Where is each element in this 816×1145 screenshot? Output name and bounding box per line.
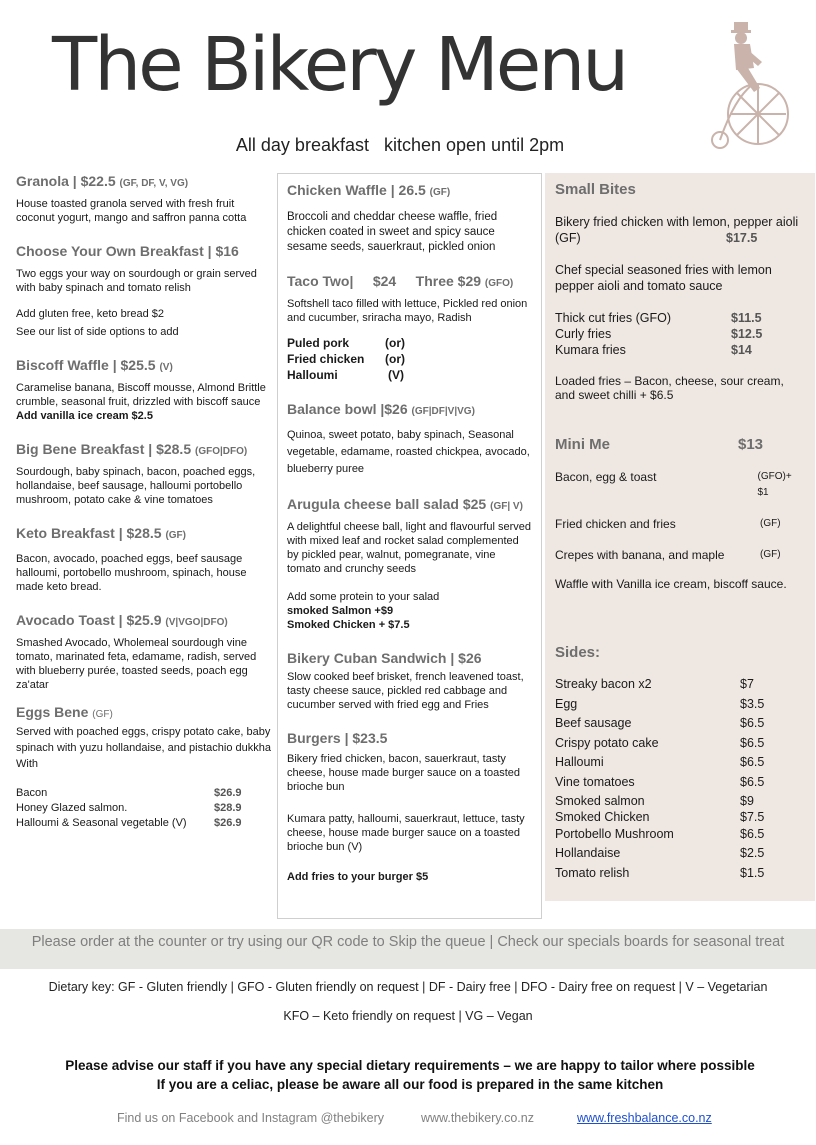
side-row: Egg $3.5 — [555, 696, 765, 711]
small-bite-loaded-fries: Loaded fries – Bacon, cheese, sour cream, and sweet chilli + $6.5 — [555, 374, 784, 402]
side-row: Portobello Mushroom $6.5 — [555, 826, 765, 841]
fries-row: Kumara fries $14 — [555, 343, 752, 357]
side-row: Crispy potato cake $6.5 — [555, 735, 765, 750]
side-row: Hollandaise $2.5 — [555, 846, 765, 861]
menu-item-balance-bowl — [287, 401, 532, 478]
mini-me-item: Waffle with Vanilla ice cream, biscoff sauce. — [555, 577, 787, 591]
item-title: Big Bene Breakfast | $28.5 — [16, 441, 192, 457]
menu-item-burgers — [287, 730, 532, 884]
small-bite-chef-fries: Chef special seasoned fries with lemon pepper aioli and tomato sauce — [555, 263, 772, 293]
dietary-tag: (GFO|DFO) — [195, 446, 248, 457]
protein-option: Smoked Chicken + $7.5 — [287, 619, 410, 631]
dietary-advice — [0, 1056, 816, 1094]
taco-fillings — [287, 335, 532, 383]
menu-column-middle — [277, 173, 542, 919]
menu-column-left — [16, 173, 274, 849]
menu-column-right — [545, 173, 815, 901]
mini-me-price: $13 — [738, 436, 764, 453]
item-title: Eggs Bene — [16, 704, 89, 720]
advice-line: If you are a celiac, please be aware all our food is prepared in the same kitchen — [156, 1077, 664, 1092]
item-description: Served with poached eggs, crispy potato cake, baby spinach with yuzu hollandaise, and pistachio dukkha With — [16, 726, 271, 770]
item-description: Smashed Avocado, Wholemeal sourdough vine tomato, marinated feta, edamame, radish, served with blueberry purée, toasted seeds, poach egg za'atar — [16, 637, 257, 691]
option-name: Bacon — [16, 787, 48, 799]
side-row: Smoked salmon $9 — [555, 793, 754, 808]
dietary-tag: (GF| V) — [490, 501, 523, 512]
fries-list — [555, 310, 805, 358]
mini-me-item: Crepes with banana, and maple (GF) — [555, 548, 781, 562]
dietary-tag: (GF) — [92, 709, 113, 720]
item-title: Granola | $22.5 — [16, 173, 116, 189]
dietary-key-continued: KFO – Keto friendly on request | VG – Vegan — [283, 1009, 533, 1023]
item-title: Burgers | $23.5 — [287, 730, 388, 746]
menu-item-avocado-toast — [16, 612, 274, 692]
item-title: Balance bowl |$26 — [287, 401, 408, 417]
dietary-tag: (GF, DF, V, VG) — [119, 178, 189, 189]
protein-option: smoked Salmon +$9 — [287, 605, 394, 617]
item-title: Arugula cheese ball salad $25 — [287, 496, 487, 512]
side-row: Tomato relish $1.5 — [555, 865, 765, 880]
dietary-tag: (GF) — [429, 187, 451, 198]
item-title: Bikery Cuban Sandwich | $26 — [287, 650, 482, 666]
sides-list — [555, 675, 805, 883]
dietary-tag: (V|VGO|DFO) — [165, 617, 228, 628]
advice-line: Please advise our staff if you have any special dietary requirements – we are happy to tailor where possible — [65, 1058, 755, 1073]
small-bite-fried-chicken — [555, 214, 805, 246]
item-description: Caramelise banana, Biscoff mousse, Almond Brittle crumble, seasonal fruit, drizzled with biscoff sauce — [16, 382, 266, 408]
item-note: See our list of side options to add — [16, 326, 179, 338]
subtitle: All day breakfast kitchen open until 2pm — [235, 135, 565, 155]
dietary-tag: (V) — [159, 362, 173, 373]
option-name: Honey Glazed salmon. — [16, 802, 128, 814]
item-extra: Add fries to your burger $5 — [287, 871, 429, 883]
page-title: The Bikery Menu — [52, 22, 627, 108]
item-description: House toasted granola served with fresh fruit coconut yogurt, mango and saffron panna cotta — [16, 198, 247, 224]
item-note: Add gluten free, keto bread $2 — [16, 308, 164, 320]
mini-me-header — [555, 436, 805, 453]
menu-item-cuban-sandwich — [287, 650, 532, 712]
item-description: Two eggs your way on sourdough or grain served with baby spinach and tomato relish — [16, 268, 257, 294]
side-row: Halloumi $6.5 — [555, 755, 765, 770]
menu-item-eggs-bene — [16, 704, 274, 831]
item-description: Sourdough, baby spinach, bacon, poached eggs, hollandaise, beef sausage, halloumi portobello mushroom, potato cake & vine tomatoes — [16, 466, 256, 506]
item-description: Bikery fried chicken, bacon, sauerkraut, tasty cheese, house made burger sauce on a toasted brioche bun — [287, 753, 520, 793]
option-row — [16, 801, 274, 816]
item-title: Taco Two| $24 Three $29 — [287, 273, 482, 289]
item-description: Softshell taco filled with lettuce, Pickled red onion and cucumber, sriracha mayo, Radish — [287, 298, 528, 324]
footer-link[interactable]: www.freshbalance.co.nz — [576, 1111, 712, 1125]
sides-title: Sides: — [555, 644, 601, 661]
side-row: Smoked Chicken $7.5 — [555, 809, 765, 824]
option-name: Halloumi & Seasonal vegetable (V) — [16, 817, 187, 829]
side-row: Streaky bacon x2 $7 — [555, 677, 754, 691]
item-title: Choose Your Own Breakfast | $16 — [16, 243, 239, 259]
item-description: Quinoa, sweet potato, baby spinach, Seasonal vegetable, edamame, roasted chickpea, avocado, blueberry puree — [287, 429, 530, 475]
option-price: $26.9 — [214, 787, 242, 799]
menu-item-keto-breakfast — [16, 525, 274, 594]
footer-social: Find us on Facebook and Instagram @thebikery — [117, 1111, 384, 1125]
item-description: Broccoli and cheddar cheese waffle, fried chicken coated in sweet and spicy sauce sesame seeds, sauerkraut, pickled onion — [287, 211, 498, 253]
footer — [117, 1111, 712, 1125]
item-price: $17.5 — [726, 231, 758, 245]
option-price: $26.9 — [214, 817, 242, 829]
eggs-bene-options — [16, 786, 274, 831]
filling-row: Halloumi (V) — [287, 368, 404, 382]
fries-row: Curly fries $12.5 — [555, 327, 763, 341]
item-description: Bacon, avocado, poached eggs, beef sausage halloumi, portobello mushroom, spinach, house made keto bread. — [16, 553, 247, 593]
mini-me-title: Mini Me — [555, 436, 610, 453]
menu-item-taco — [287, 273, 532, 383]
menu-item-choose-breakfast — [16, 243, 274, 339]
order-banner: Please order at the counter or try using our QR code to Skip the queue | Check our specials boards for seasonal treat — [0, 929, 816, 969]
option-row — [16, 786, 274, 801]
item-description: Kumara patty, halloumi, sauerkraut, lettuce, tasty cheese, house made burger sauce on a toasted brioche bun (V) — [287, 813, 525, 853]
option-price: $28.9 — [214, 802, 242, 814]
mini-me-item: Bacon, egg & toast (GFO)+ $1 — [555, 470, 792, 498]
menu-item-big-bene — [16, 441, 274, 507]
dietary-tag: (GFO) — [484, 278, 514, 289]
option-row — [16, 816, 274, 831]
side-row: Vine tomatoes $6.5 — [555, 774, 765, 789]
item-title: Biscoff Waffle | $25.5 — [16, 357, 156, 373]
dietary-key: Dietary key: GF - Gluten friendly | GFO - Gluten friendly on request | DF - Dairy free | DFO - Dairy free on request | V – Vegetarian — [48, 980, 768, 994]
item-description: A delightful cheese ball, light and flavourful served with mixed leaf and rocket salad complemented by pickled pear, walnut, pomegranate, vine tomato and crunchy seeds — [287, 521, 531, 575]
mini-me-list — [555, 469, 805, 592]
dietary-tag: (GF|DF|V|VG) — [411, 406, 475, 417]
item-description: Slow cooked beef brisket, french leavened toast, tasty cheese sauce, pickled red cabbage and cucumber served with fried egg and Fries — [287, 671, 524, 711]
filling-row: Fried chicken (or) — [287, 352, 405, 366]
side-row: Beef sausage $6.5 — [555, 716, 765, 731]
item-text: Bikery fried chicken with lemon, pepper aioli (GF) — [555, 215, 799, 245]
item-extra: Add vanilla ice cream $2.5 — [16, 410, 153, 422]
menu-item-biscoff-waffle — [16, 357, 274, 423]
dietary-tag: (GF) — [165, 530, 186, 541]
item-title: Keto Breakfast | $28.5 — [16, 525, 162, 541]
menu-item-chicken-waffle — [287, 182, 532, 255]
protein-intro: Add some protein to your salad — [287, 591, 440, 603]
fries-row: Thick cut fries (GFO) $11.5 — [555, 311, 762, 325]
mini-me-item: Fried chicken and fries (GF) — [555, 517, 781, 531]
item-title: Chicken Waffle | 26.5 — [287, 182, 426, 198]
item-title: Avocado Toast | $25.9 — [16, 612, 162, 628]
menu-item-granola — [16, 173, 274, 225]
filling-row: Puled pork (or) — [287, 336, 405, 350]
menu-item-arugula-salad — [287, 496, 532, 632]
footer-site: www.thebikery.co.nz — [420, 1111, 534, 1125]
small-bites-title: Small Bites — [555, 181, 636, 198]
